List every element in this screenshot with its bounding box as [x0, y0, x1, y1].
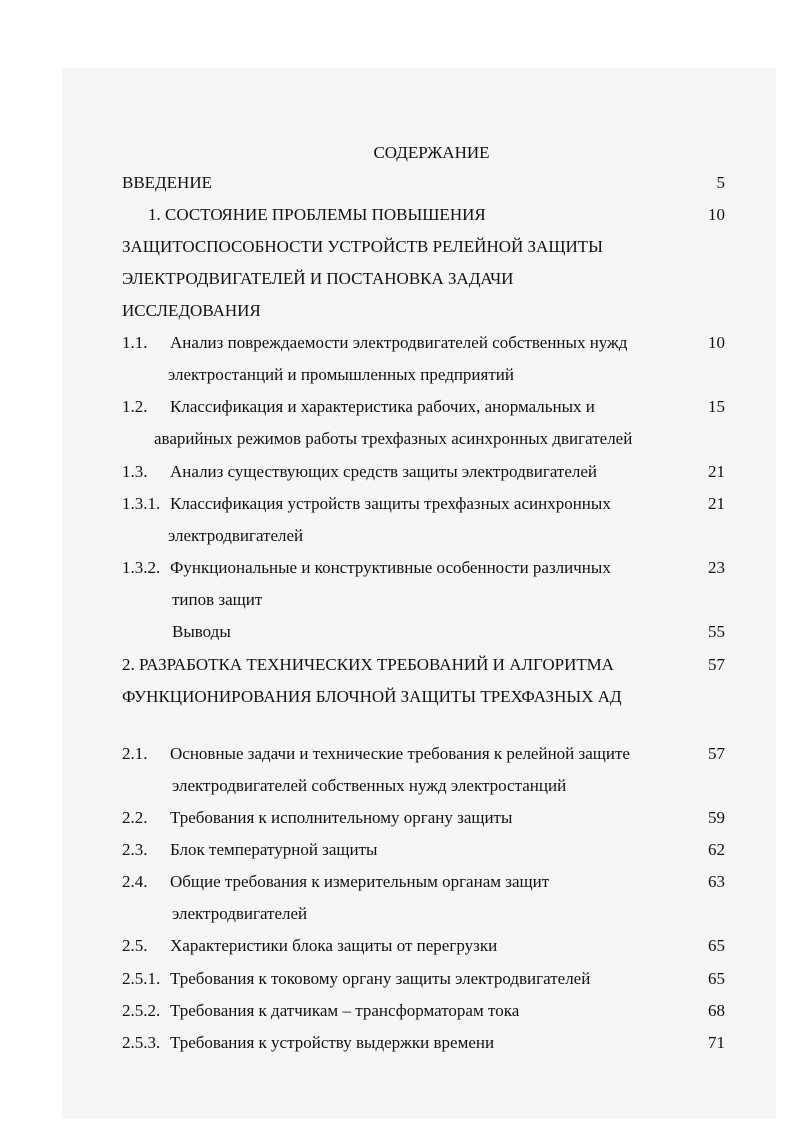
- toc-entry-text: ИССЛЕДОВАНИЯ: [122, 301, 261, 320]
- toc-entry-text: электростанций и промышленных предприятий: [168, 365, 514, 384]
- toc-entry-number: 1.2.: [122, 397, 148, 416]
- toc-entry-conclusions[interactable]: [0, 621, 793, 643]
- toc-entry-number: 2.5.1.: [122, 969, 161, 988]
- toc-entry-continuation: [0, 300, 793, 322]
- toc-entry-2-2[interactable]: [0, 807, 793, 829]
- toc-entry-page: 65: [708, 969, 725, 988]
- toc-entry-2-5-3[interactable]: [0, 1032, 793, 1054]
- toc-entry-text: электродвигателей: [172, 904, 308, 923]
- toc-entry-number: 2.5.3.: [122, 1033, 161, 1052]
- toc-entry-text: ВВЕДЕНИЕ: [122, 173, 212, 192]
- toc-entry-1-2[interactable]: [0, 396, 793, 418]
- toc-entry-page: 10: [708, 205, 725, 224]
- toc-entry-continuation: [0, 903, 793, 925]
- toc-entry-page: 57: [708, 744, 725, 763]
- toc-entry-continuation: [0, 236, 793, 258]
- toc-entry-text: Основные задачи и технические требования к релейной защите: [170, 744, 630, 763]
- toc-entry-continuation: [0, 589, 793, 611]
- toc-entry-text: типов защит: [172, 590, 263, 609]
- toc-entry-text: ФУНКЦИОНИРОВАНИЯ БЛОЧНОЙ ЗАЩИТЫ ТРЕХФАЗНЫХ АД: [122, 687, 622, 706]
- toc-entry-number: 2.5.2.: [122, 1001, 161, 1020]
- toc-entry-text: Анализ повреждаемости электродвигателей собственных нужд: [170, 333, 628, 352]
- toc-entry-page: 63: [708, 872, 725, 891]
- toc-entry-text: 2. РАЗРАБОТКА ТЕХНИЧЕСКИХ ТРЕБОВАНИЙ И АЛГОРИТМА: [122, 655, 614, 674]
- toc-entry-text: Выводы: [172, 622, 231, 641]
- toc-entry-number: 1.3.1.: [122, 494, 161, 513]
- toc-entry-text: Классификация и характеристика рабочих, анормальных и: [170, 397, 595, 416]
- toc-entry-page: 62: [708, 840, 725, 859]
- toc-entry-page: 65: [708, 936, 725, 955]
- toc-entry-1-1[interactable]: [0, 332, 793, 354]
- toc-entry-text: Требования к устройству выдержки времени: [170, 1033, 495, 1052]
- toc-entry-page: 5: [716, 173, 725, 192]
- toc-entry-1-3-1[interactable]: [0, 493, 793, 515]
- toc-entry-text: электродвигателей собственных нужд электростанций: [172, 776, 567, 795]
- toc-entry-text: Блок температурной защиты: [170, 840, 378, 859]
- toc-entry-text: Требования к токовому органу защиты электродвигателей: [170, 969, 591, 988]
- toc-entry-chapter-1[interactable]: [0, 204, 793, 226]
- toc-entry-text: аварийных режимов работы трехфазных асинхронных двигателей: [154, 429, 633, 448]
- toc-entry-page: 23: [708, 558, 725, 577]
- toc-entry-2-3[interactable]: [0, 839, 793, 861]
- toc-entry-text: ЭЛЕКТРОДВИГАТЕЛЕЙ И ПОСТАНОВКА ЗАДАЧИ: [122, 269, 514, 288]
- toc-entry-continuation: [0, 525, 793, 547]
- toc-entry-chapter-2[interactable]: [0, 654, 793, 676]
- toc-entry-1-3[interactable]: [0, 461, 793, 483]
- toc-entry-continuation: [0, 775, 793, 797]
- toc-entry-number: 2.5.: [122, 936, 148, 955]
- toc-entry-text: Функциональные и конструктивные особенности различных: [170, 558, 611, 577]
- toc-entry-text: 1. СОСТОЯНИЕ ПРОБЛЕМЫ ПОВЫШЕНИЯ: [148, 205, 486, 224]
- toc-entry-number: 1.3.2.: [122, 558, 161, 577]
- toc-entry-page: 71: [708, 1033, 725, 1052]
- toc-entry-page: 57: [708, 655, 725, 674]
- toc-entry-page: 21: [708, 494, 725, 513]
- toc-entry-page: 55: [708, 622, 725, 641]
- toc-entry-intro[interactable]: [0, 172, 793, 194]
- toc-entry-number: 2.2.: [122, 808, 148, 827]
- toc-entry-number: 1.3.: [122, 462, 148, 481]
- toc-entry-text: Требования к исполнительному органу защиты: [170, 808, 513, 827]
- toc-entry-2-5-1[interactable]: [0, 968, 793, 990]
- toc-entry-continuation: [0, 268, 793, 290]
- toc-entry-2-5[interactable]: [0, 935, 793, 957]
- toc-entry-2-1[interactable]: [0, 743, 793, 765]
- toc-entry-number: 1.1.: [122, 333, 148, 352]
- toc-entry-page: 21: [708, 462, 725, 481]
- toc-entry-1-3-2[interactable]: [0, 557, 793, 579]
- toc-entry-number: 2.4.: [122, 872, 148, 891]
- toc-entry-continuation: [0, 428, 793, 450]
- toc-entry-text: Требования к датчикам – трансформаторам тока: [170, 1001, 520, 1020]
- toc-entry-page: 10: [708, 333, 725, 352]
- toc-entry-continuation: [0, 364, 793, 386]
- toc-entry-number: 2.3.: [122, 840, 148, 859]
- toc-entry-2-4[interactable]: [0, 871, 793, 893]
- toc-entry-text: Характеристики блока защиты от перегрузки: [170, 936, 498, 955]
- toc-entry-page: 59: [708, 808, 725, 827]
- toc-entry-continuation: [0, 686, 793, 708]
- toc-entry-text: Анализ существующих средств защиты электродвигателей: [170, 462, 598, 481]
- toc-heading: СОДЕРЖАНИЕ: [373, 143, 490, 162]
- toc-entry-2-5-2[interactable]: [0, 1000, 793, 1022]
- toc-entry-text: Классификация устройств защиты трехфазных асинхронных: [170, 494, 611, 513]
- toc-entry-text: Общие требования к измерительным органам защит: [170, 872, 550, 891]
- toc-entry-number: 2.1.: [122, 744, 148, 763]
- toc-entry-text: электродвигателей: [168, 526, 304, 545]
- toc-entry-page: 15: [708, 397, 725, 416]
- toc-entry-page: 68: [708, 1001, 725, 1020]
- toc-entry-text: ЗАЩИТОСПОСОБНОСТИ УСТРОЙСТВ РЕЛЕЙНОЙ ЗАЩИТЫ: [122, 237, 603, 256]
